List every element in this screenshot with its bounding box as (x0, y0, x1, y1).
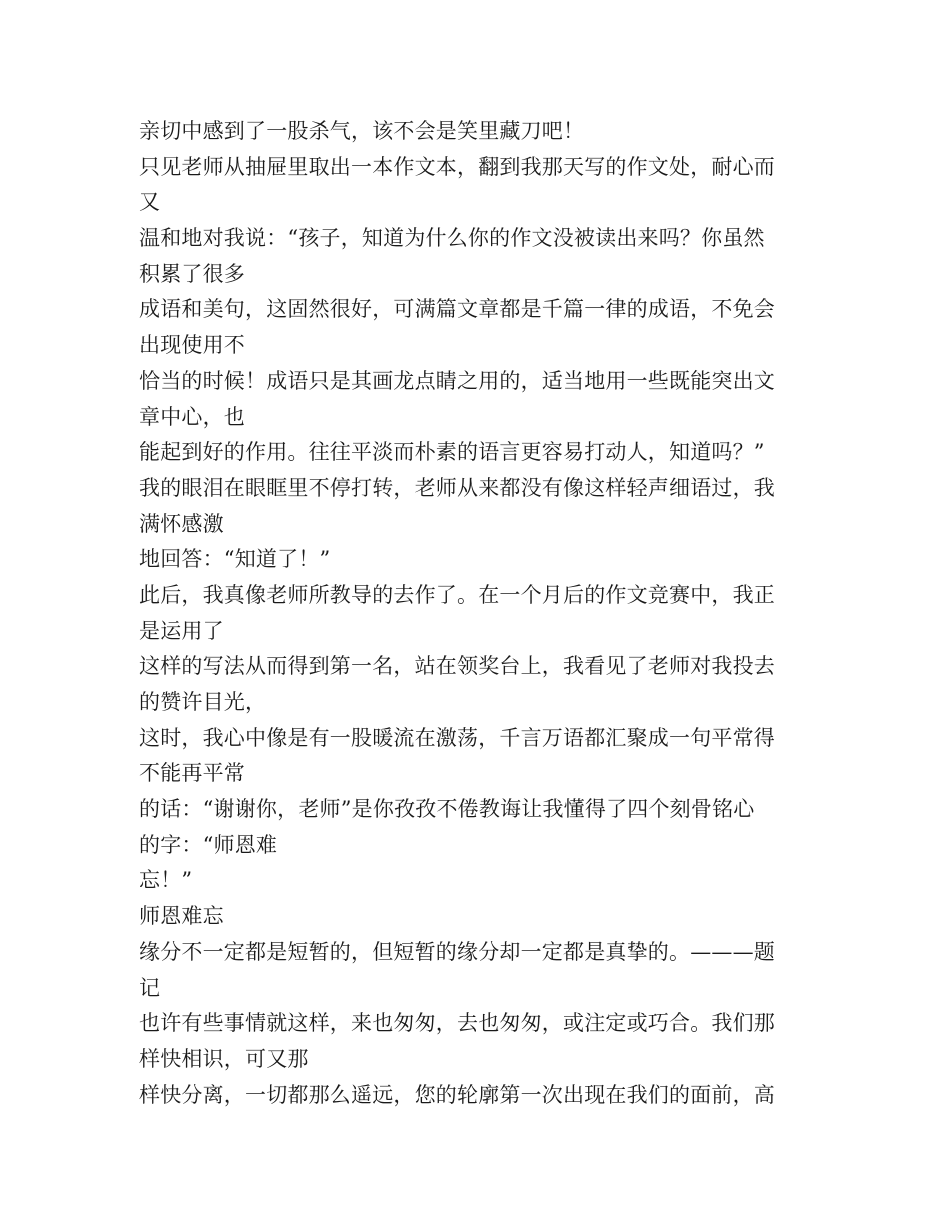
text-line: 满怀感激 (139, 511, 224, 536)
text-line: 恰当的时候！成语只是其画龙点睛之用的，适当地用一些既能突出文 (139, 368, 775, 393)
text-line: 记 (139, 975, 161, 1000)
text-line: 缘分不一定都是短暂的，但短暂的缘分却一定都是真挚的。———题 (139, 939, 775, 964)
text-line: 地回答：“知道了！” (139, 547, 331, 572)
text-line: 章中心，也 (139, 404, 245, 429)
text-line: 是运用了 (139, 618, 224, 643)
text-line: 温和地对我说：“孩子，知道为什么你的作文没被读出来吗？你虽然 (139, 226, 765, 251)
text-line: 的字：“师恩难 (139, 832, 278, 857)
text-line: 的话：“谢谢你，老师”是你孜孜不倦教诲让我懂得了四个刻骨铭心 (139, 797, 755, 822)
text-line: 能起到好的作用。往往平淡而朴素的语言更容易打动人，知道吗？” (139, 440, 765, 465)
section-title: 师恩难忘 (139, 904, 224, 929)
text-line: 这时，我心中像是有一股暖流在激荡，千言万语都汇聚成一句平常得 (139, 725, 775, 750)
text-line: 不能再平常 (139, 761, 245, 786)
text-line: 又 (139, 190, 161, 215)
text-line: 这样的写法从而得到第一名，站在领奖台上，我看见了老师对我投去 (139, 654, 775, 679)
text-line: 也许有些事情就这样，来也匆匆，去也匆匆，或注定或巧合。我们那 (139, 1011, 775, 1036)
text-line: 亲切中感到了一股杀气，该不会是笑里藏刀吧！ (139, 119, 585, 143)
text-line: 出现使用不 (139, 333, 245, 358)
text-line: 成语和美句，这固然很好，可满篇文章都是千篇一律的成语，不免会 (139, 297, 775, 322)
document-body (139, 114, 814, 1113)
text-line: 样快分离，一切都那么遥远，您的轮廓第一次出现在我们的面前，高 (139, 1082, 775, 1107)
text-line: 样快相识，可又那 (139, 1046, 309, 1071)
text-line: 的赞许目光， (139, 690, 267, 714)
text-line: 忘！” (139, 868, 193, 893)
text-line: 积累了很多 (139, 261, 245, 286)
text-line: 我的眼泪在眼眶里不停打转，老师从来都没有像这样轻声细语过，我 (139, 475, 775, 500)
text-line: 只见老师从抽屉里取出一本作文本，翻到我那天写的作文处，耐心而 (139, 154, 775, 179)
text-line: 此后，我真像老师所教导的去作了。在一个月后的作文竞赛中，我正 (139, 582, 775, 607)
